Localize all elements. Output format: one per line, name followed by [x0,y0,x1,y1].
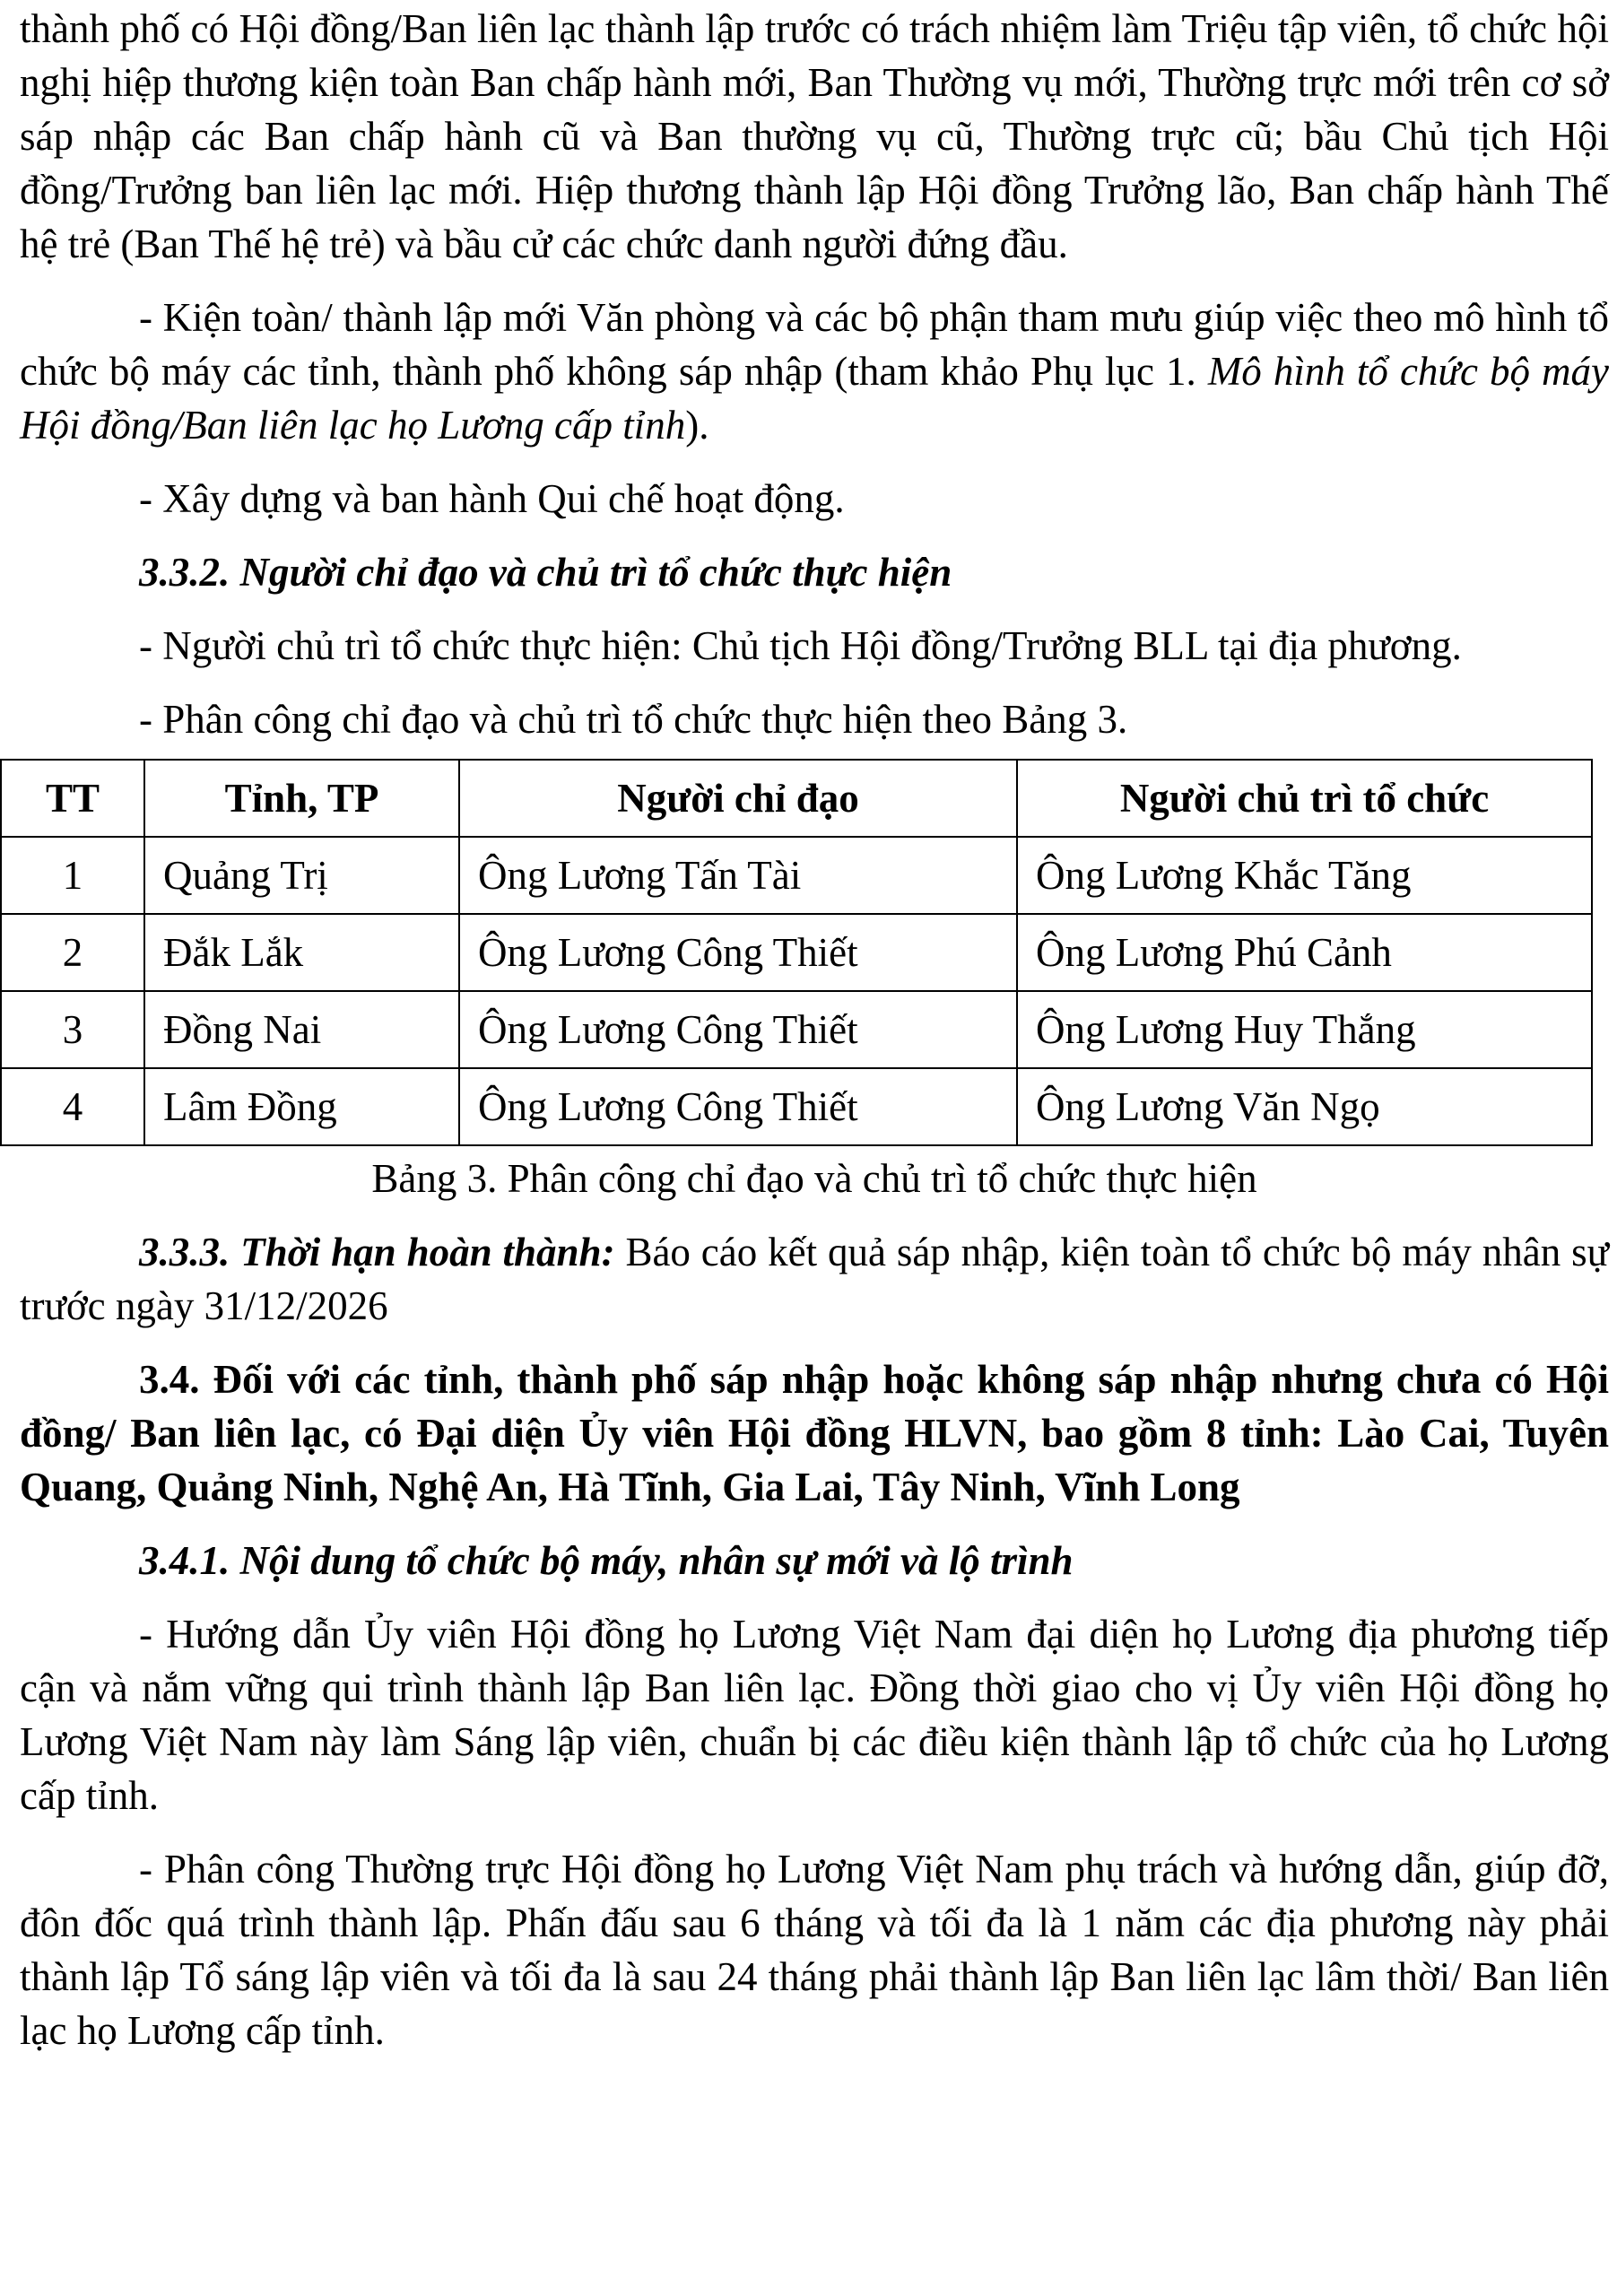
cell-province: Lâm Đồng [144,1068,459,1145]
cell-director: Ông Lương Công Thiết [459,1068,1017,1145]
table-row [1,1068,1592,1145]
cell-director: Ông Lương Công Thiết [459,991,1017,1068]
cell-host: Ông Lương Huy Thắng [1017,991,1592,1068]
cell-director: Ông Lương Công Thiết [459,914,1017,991]
header-tt: TT [1,760,144,837]
table-row [1,914,1592,991]
heading-3-3-3: 3.3.3. Thời hạn hoàn thành: [139,1230,615,1274]
cell-host: Ông Lương Phú Cảnh [1017,914,1592,991]
paragraph-huong-dan: - Hướng dẫn Ủy viên Hội đồng họ Lương Việt Nam đại diện họ Lương địa phương tiếp cận và nắm vững qui trình thành lập Ban liên lạc. Đồng thời giao cho vị Ủy viên Hội đồng họ Lương Việt Nam này làm Sáng lập viên, chuẩn bị các điều kiện thành lập tổ chức của họ Lương cấp tỉnh. [20,1612,1609,1818]
cell-province: Đắk Lắk [144,914,459,991]
cell-province: Quảng Trị [144,837,459,914]
assignment-table [0,759,1593,1146]
table-row [1,991,1592,1068]
cell-host: Ông Lương Khắc Tăng [1017,837,1592,914]
cell-tt: 3 [1,991,144,1068]
paragraph-qui-che: - Xây dựng và ban hành Qui chế hoạt động. [139,476,845,521]
header-host: Người chủ trì tổ chức [1017,760,1592,837]
paragraph-chu-tri: - Người chủ trì tổ chức thực hiện: Chủ tịch Hội đồng/Trưởng BLL tại địa phương. [139,623,1462,668]
paragraph-phan-cong-thuong-truc: - Phân công Thường trực Hội đồng họ Lương Việt Nam phụ trách và hướng dẫn, giúp đỡ, đôn đốc quá trình thành lập. Phấn đấu sau 6 tháng và tối đa là 1 năm các địa phương này phải thành lập Tổ sáng lập viên và tối đa là sau 24 tháng phải thành lập Ban liên lạc lâm thời/ Ban liên lạc họ Lương cấp tỉnh. [20,1847,1609,2053]
cell-tt: 4 [1,1068,144,1145]
table-header-row [1,760,1592,837]
heading-3-3-2: 3.3.2. Người chỉ đạo và chủ trì tổ chức thực hiện [139,550,952,595]
paragraph-triệu-tap: thành phố có Hội đồng/Ban liên lạc thành lập trước có trách nhiệm làm Triệu tập viên, tổ chức hội nghị hiệp thương kiện toàn Ban chấp hành mới, Ban Thường vụ mới, Thường trực mới trên cơ sở sáp nhập các Ban chấp hành cũ và Ban thường vụ cũ, Thường trực cũ; bầu Chủ tịch Hội đồng/Trưởng ban liên lạc mới. Hiệp thương thành lập Hội đồng Trưởng lão, Ban chấp hành Thế hệ trẻ (Ban Thế hệ trẻ) và bầu cử các chức danh người đứng đầu. [20,6,1609,266]
cell-province: Đồng Nai [144,991,459,1068]
paragraph-thoi-han [20,1225,1609,1333]
table-caption: Bảng 3. Phân công chỉ đạo và chủ trì tổ chức thực hiện [371,1156,1257,1201]
paragraph-van-phong [20,291,1609,452]
table-row [1,837,1592,914]
cell-tt: 1 [1,837,144,914]
header-director: Người chỉ đạo [459,760,1017,837]
cell-host: Ông Lương Văn Ngọ [1017,1068,1592,1145]
paragraph-van-phong-text: - Kiện toàn/ thành lập mới Văn phòng và các bộ phận tham mưu giúp việc theo mô hình tổ chức bộ máy các tỉnh, thành phố không sáp nhập (tham khảo Phụ lục 1. [20,295,1609,394]
paragraph-phan-cong: - Phân công chỉ đạo và chủ trì tổ chức thực hiện theo Bảng 3. [139,697,1128,742]
heading-3-4: 3.4. Đối với các tỉnh, thành phố sáp nhập hoặc không sáp nhập nhưng chưa có Hội đồng/ Ban liên lạc, có Đại diện Ủy viên Hội đồng HLVN, bao gồm 8 tỉnh: Lào Cai, Tuyên Quang, Quảng Ninh, Nghệ An, Hà Tĩnh, Gia Lai, Tây Ninh, Vĩnh Long [20,1357,1609,1509]
document-page [20,0,1609,2057]
deadline-text: Báo cáo kết quả sáp nhập, kiện toàn tổ chức bộ máy nhân sự trước ngày 31/12/2026 [20,1230,1609,1328]
header-province: Tỉnh, TP [144,760,459,837]
cell-director: Ông Lương Tấn Tài [459,837,1017,914]
paragraph-van-phong-end: ). [685,403,709,448]
appendix-reference: Mô hình tổ chức bộ máy Hội đồng/Ban liên lạc họ Lương cấp tỉnh [20,349,1609,448]
heading-3-4-1: 3.4.1. Nội dung tổ chức bộ máy, nhân sự mới và lộ trình [139,1538,1074,1583]
cell-tt: 2 [1,914,144,991]
